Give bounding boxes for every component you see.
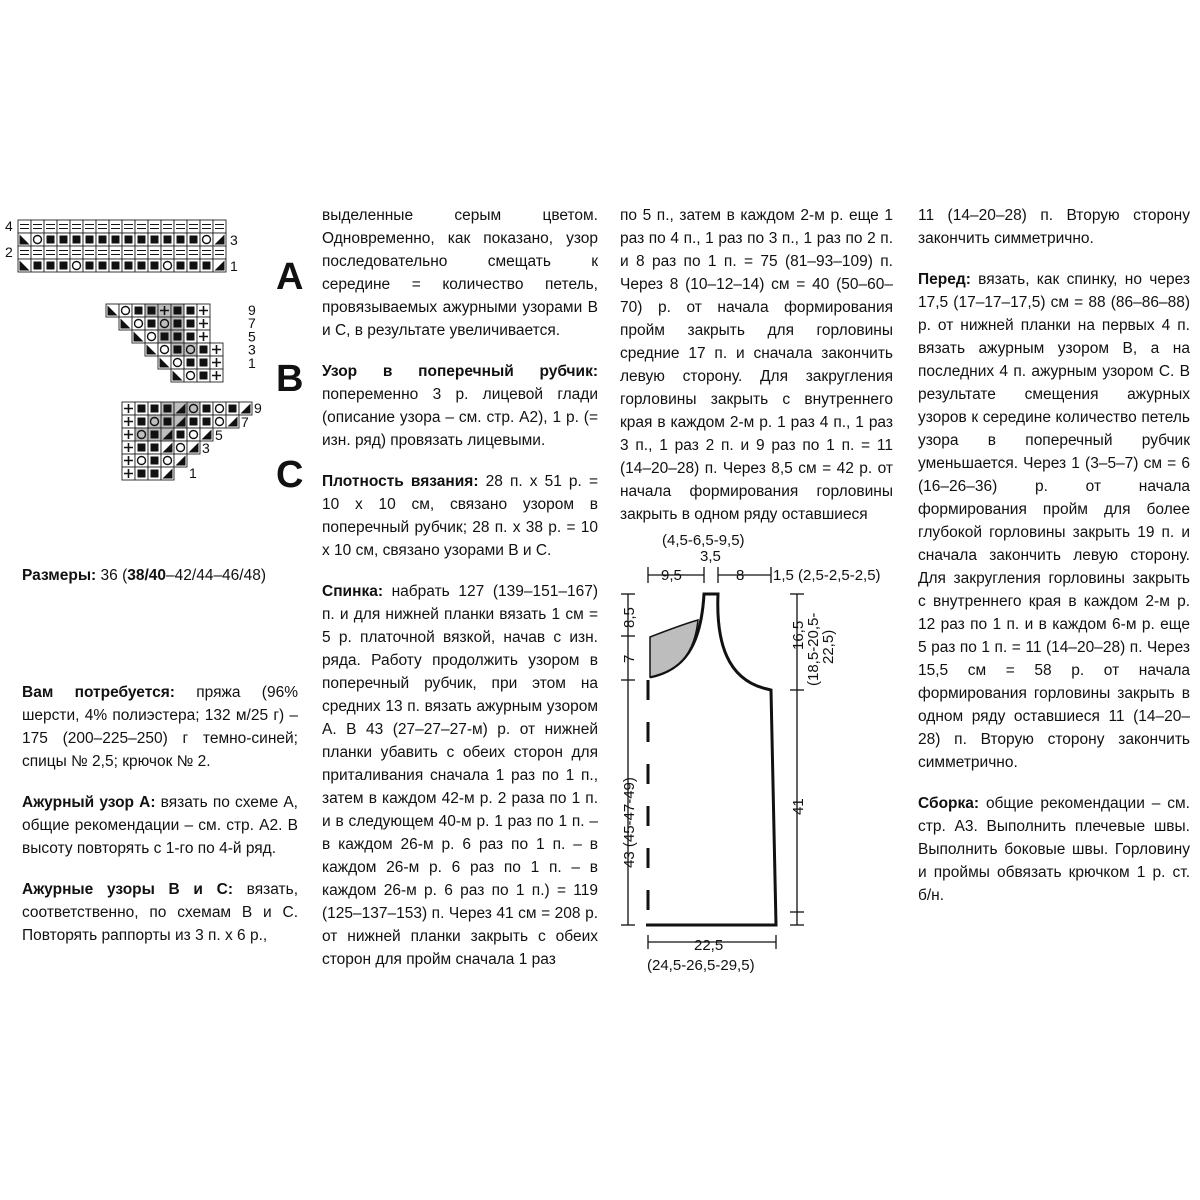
purl-symbol: [177, 431, 185, 439]
purl-symbol: [60, 236, 68, 244]
row-number: 3: [248, 341, 256, 358]
row-number: 5: [215, 427, 223, 443]
chart-cell: [31, 246, 44, 259]
rib-text: попеременно 3 р. лицевой глади (описание узора – см. стр. А2), 1 р. (= изн. ряд) провязать лицевыми.: [322, 386, 598, 449]
purl-symbol: [86, 262, 94, 270]
purl-symbol: [203, 418, 211, 426]
chart-cell: [18, 246, 31, 259]
row-number: 3: [202, 440, 210, 456]
dim-top-neck: (4,5-6,5-9,5): [662, 532, 745, 549]
row-number: 7: [241, 414, 249, 430]
dim-shoulder-left: 9,5: [661, 567, 682, 584]
purl-symbol: [203, 262, 211, 270]
row-number: 9: [248, 302, 256, 318]
chart-a: [5, 218, 238, 274]
sizes-label: Размеры:: [22, 567, 97, 584]
purl-symbol: [164, 405, 172, 413]
purl-symbol: [138, 262, 146, 270]
row-number: 4: [5, 218, 13, 234]
back-text: набрать 127 (139–151–167) п. и для нижней планки вязать 1 см = 5 р. платочной вязкой, начав с изн. ряда. Работу продолжить узором в поперечный рубчик, при этом на средних 13 п. вязать ажурным узором А. В 43 (27–27–27-м) р. от нижней планки убавить с обеих сторон для приталивания сначала 1 раз по 1 п., затем в каждом 42-м р. 2 раза по 1 п. и в следующем 40-м р. 1 раз по 1 п. – в каждом 26-м р. 6 раз по 1 п. – в каждом 26-м р. 6 раз по 1 п. – в каждом 26-м р. 6 раз по 1 п.) = 119 (125–137–153) п. Через 41 см = 208 р. от нижней планки закрыть с обеих сторон для пройм сначала 1 раз: [322, 583, 598, 968]
dim-16-5-alt2: 22,5): [820, 629, 837, 664]
purl-symbol: [47, 262, 55, 270]
chart-c-label: C: [276, 454, 304, 496]
purl-symbol: [187, 307, 195, 315]
purl-symbol: [151, 236, 159, 244]
chart-cell: [200, 246, 213, 259]
chart-cell: [122, 246, 135, 259]
purl-symbol: [138, 418, 146, 426]
purl-symbol: [148, 320, 156, 328]
chart-cell: [187, 246, 200, 259]
chart-a-label: A: [276, 256, 304, 298]
dim-16-5: 16,5: [790, 620, 807, 650]
purl-symbol: [34, 262, 42, 270]
purl-symbol: [151, 262, 159, 270]
pattern-bc-paragraph: [22, 878, 298, 947]
purl-symbol: [138, 470, 146, 478]
purl-symbol: [112, 236, 120, 244]
chart-cell: [96, 220, 109, 233]
chart-cell: [148, 246, 161, 259]
chart-cell: [57, 220, 70, 233]
purl-symbol: [187, 320, 195, 328]
chart-cell: [109, 220, 122, 233]
purl-symbol: [47, 236, 55, 244]
purl-symbol: [151, 444, 159, 452]
purl-symbol: [203, 405, 211, 413]
purl-symbol: [174, 320, 182, 328]
purl-symbol: [148, 307, 156, 315]
column-4: [918, 204, 1190, 925]
dim-41: 41: [790, 798, 807, 815]
sizes-rest: –42/44–46/48): [166, 567, 267, 584]
purl-symbol: [138, 444, 146, 452]
dim-width: 22,5: [694, 937, 724, 954]
row-number: 5: [248, 328, 256, 345]
purl-symbol: [177, 262, 185, 270]
purl-symbol: [151, 470, 159, 478]
purl-symbol: [138, 236, 146, 244]
purl-symbol: [99, 236, 107, 244]
gauge-text: 28 п. х 51 р. = 10 х 10 см, связано узором в поперечный рубчик; 28 п. х 38 р. = 10 х 10 см, связано узорами В и С.: [322, 473, 599, 559]
pattern-bc-continued: выделенные серым цветом. Одновременно, как показано, узор последовательно смещать к середине = количество петель, провязываемых ажурными узорами В и С, в результате увеличивается.: [322, 207, 598, 339]
purl-symbol: [60, 262, 68, 270]
purl-symbol: [190, 418, 198, 426]
front-text: вязать, как спинку, но через 17,5 (17–17–17,5) см = 88 (86–86–88) р. от нижней планки на первых 4 п. вязать ажурным узором В, а на последних 4 п. ажурным узором С. В результате смещения ажурных узоров к середине количество петель узора в поперечный рубчик уменьшается. Через 1 (3–5–7) см = 6 (16–26–36) р. от начала формирования пройм для более глубокой горловины закрыть 19 п. и сначала закончить левую сторону. Для закругления горловины закрыть с внутреннего края в каждом 2-м р. 12 раз по 1 п. и в каждом 6-м р. еще 5 раз по 1 п. = 11 (14–20–28) п. Через 15,5 см = 58 р. от начала формирования горловины закрыть в одном ряду оставшиеся 11 (14–20–28) п. Вторую сторону закончить симметрично.: [918, 271, 1190, 771]
purl-symbol: [164, 236, 172, 244]
chart-cell: [161, 220, 174, 233]
dim-43: 43 (45-47-49): [621, 777, 638, 868]
purl-symbol: [190, 262, 198, 270]
back-continued: по 5 п., затем в каждом 2-м р. еще 1 раз по 4 п., 1 раз по 3 п., 1 раз по 2 п. и 8 раз по 1 п. = 75 (81–93–109) п. Через 8 (10–12–14) см = 40 (50–60–70) р. от начала формирования пройм закрыть для горловины средние 17 п. и сначала закончить левую сторону. Для закругления горловины закрыть с внутреннего края в каждом 2-м р. 1 раз 4 п., 1 раз 3 п., 1 раз 2 п. и 9 раз по 1 п. = 11 (14–20–28) п. Через 8,5 см = 42 р. от начала формирования горловины закрыть в одном ряду оставшиеся: [620, 207, 893, 523]
assembly-text: общие рекомендации – см. стр. А3. Выполнить плечевые швы. Выполнить боковые швы. Горловину и проймы обвязать крючком 1 р. ст. б/н.: [918, 795, 1190, 904]
purl-symbol: [73, 236, 81, 244]
gauge-label: Плотность вязания:: [322, 473, 479, 490]
front-label: Перед:: [918, 271, 971, 288]
chart-cell: [83, 220, 96, 233]
purl-symbol: [200, 346, 208, 354]
rib-paragraph: [322, 360, 598, 452]
dim-center: 8: [736, 567, 745, 584]
chart-cell: [174, 220, 187, 233]
chart-cell: [174, 246, 187, 259]
purl-symbol: [112, 262, 120, 270]
column-3: [620, 204, 893, 544]
row-number: 1: [189, 465, 197, 481]
back-paragraph: [322, 580, 598, 971]
chart-cell: [31, 220, 44, 233]
sizes-paragraph: [22, 564, 298, 587]
purl-symbol: [99, 262, 107, 270]
dim-7: 7: [621, 654, 638, 663]
purl-symbol: [174, 307, 182, 315]
chart-cell: [44, 246, 57, 259]
chart-b: [106, 302, 256, 382]
chart-cell: [135, 246, 148, 259]
dim-neck: 3,5: [700, 548, 721, 565]
purl-symbol: [151, 457, 159, 465]
chart-cell: [135, 220, 148, 233]
purl-symbol: [86, 236, 94, 244]
purl-symbol: [174, 346, 182, 354]
chart-b-label: B: [276, 358, 304, 400]
sizes-bold: 38/40: [127, 567, 167, 584]
assembly-label: Сборка:: [918, 795, 980, 812]
chart-cell: [44, 220, 57, 233]
purl-symbol: [151, 405, 159, 413]
purl-symbol: [187, 333, 195, 341]
chart-cell: [187, 220, 200, 233]
row-number: 3: [230, 232, 238, 248]
materials-label: Вам потребуется:: [22, 684, 175, 701]
purl-symbol: [125, 262, 133, 270]
rib-label: Узор в поперечный рубчик:: [322, 363, 598, 380]
chart-cell: [122, 220, 135, 233]
back-end: 11 (14–20–28) п. Вторую сторону закончить симметрично.: [918, 207, 1190, 247]
purl-symbol: [135, 307, 143, 315]
purl-symbol: [190, 236, 198, 244]
dim-width-alt: (24,5-26,5-29,5): [647, 957, 755, 974]
purl-symbol: [200, 372, 208, 380]
row-number: 2: [5, 244, 13, 260]
sizes-text: 36 (: [96, 567, 128, 584]
dim-8-5: 8,5: [621, 607, 638, 628]
chart-cell: [148, 220, 161, 233]
purl-symbol: [151, 431, 159, 439]
chart-cell: [213, 246, 226, 259]
chart-cell: [96, 246, 109, 259]
knitting-charts: [0, 200, 300, 500]
chart-c: [122, 400, 262, 481]
chart-cell: [213, 220, 226, 233]
front-paragraph: [918, 268, 1190, 774]
chart-cell: [161, 246, 174, 259]
column-1: [22, 564, 298, 965]
row-number: 9: [254, 400, 262, 416]
purl-symbol: [164, 418, 172, 426]
purl-symbol: [177, 236, 185, 244]
row-number: 1: [248, 354, 256, 371]
chart-cell: [70, 220, 83, 233]
dim-16-5-alt: (18,5-20,5-: [805, 612, 822, 686]
pattern-bc-label: Ажурные узоры В и С:: [22, 881, 233, 898]
chart-cell: [83, 246, 96, 259]
row-number: 7: [248, 315, 256, 332]
chart-cell: [200, 220, 213, 233]
back-label: Спинка:: [322, 583, 383, 600]
purl-symbol: [229, 405, 237, 413]
purl-symbol: [125, 236, 133, 244]
assembly-paragraph: [918, 792, 1190, 907]
purl-symbol: [187, 359, 195, 367]
chart-cell: [18, 220, 31, 233]
materials-text: пряжа (96% шерсти, 4% полиэстера; 132 м/25 г) – 175 (200–225–250) г темно-синей; спицы № 2,5; крючок № 2.: [22, 684, 298, 770]
purl-symbol: [174, 333, 182, 341]
dim-shoulder-right: 1,5 (2,5-2,5-2,5): [773, 567, 881, 584]
pattern-a-label: Ажурный узор А:: [22, 794, 156, 811]
materials-paragraph: [22, 681, 298, 773]
purl-symbol: [200, 359, 208, 367]
chart-cell: [70, 246, 83, 259]
column-2: [322, 204, 598, 989]
pattern-a-paragraph: [22, 791, 298, 860]
gauge-paragraph: [322, 470, 598, 562]
garment-schematic: [610, 525, 910, 975]
pattern-bc-text: вязать, соответственно, по схемам В и С. Повторять раппорты из 3 п. х 6 р.,: [22, 881, 298, 944]
pattern-a-text: вязать по схеме А, общие рекомендации – см. стр. А2. В высоту повторять с 1-го по 4-й ряд.: [22, 794, 298, 857]
row-number: 1: [230, 258, 238, 274]
chart-cell: [57, 246, 70, 259]
purl-symbol: [161, 333, 169, 341]
chart-cell: [109, 246, 122, 259]
purl-symbol: [138, 405, 146, 413]
